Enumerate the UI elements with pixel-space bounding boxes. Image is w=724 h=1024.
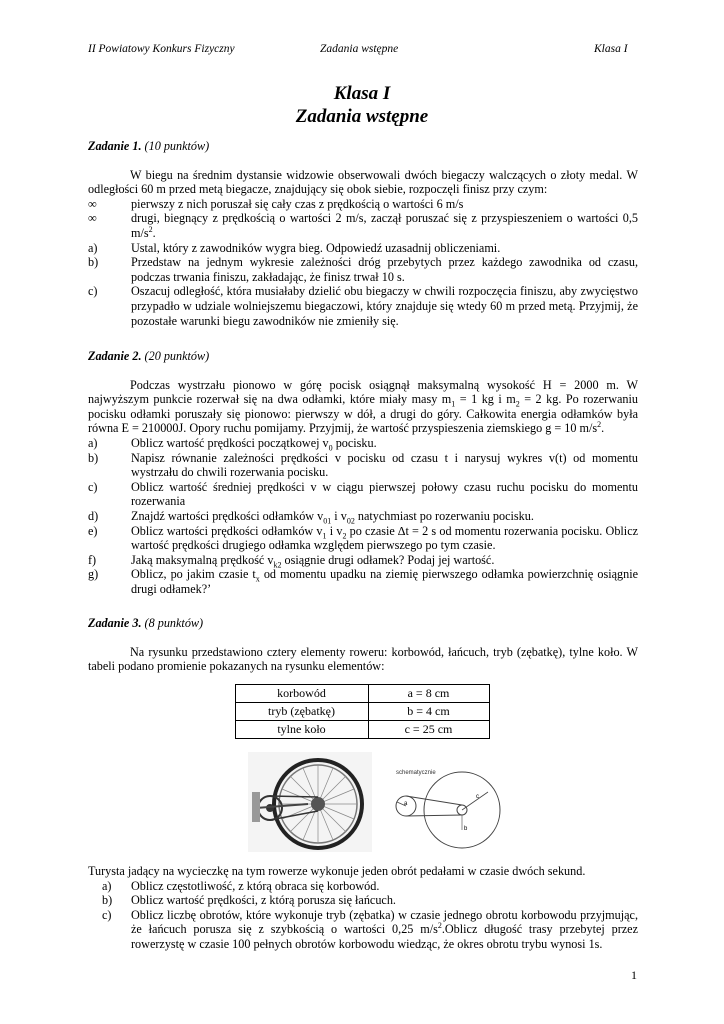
task-2-heading: Zadanie 2. (20 punktów) <box>88 349 210 363</box>
list-item: a) Oblicz częstotliwość, z którą obraca się korbowód. <box>102 878 380 893</box>
task-1 <box>88 139 638 328</box>
table-row: tryb (zębatkę) b = 4 cm <box>235 703 489 721</box>
list-item: ∞ pierwszy z nich poruszał się cały czas z prędkością o wartości 6 m/s <box>88 196 464 211</box>
list-item: ∞ drugi, biegnący z prędkością o wartości 2 m/s, zaczął poruszać się z przyspieszeniem o wartości 0,5 $m/s^2$. <box>88 211 638 240</box>
task-3-intro: Na rysunku przedstawiono cztery elementy roweru: korbowód, łańcuch, tryb (zębatkę), tylne koło. W tabeli podano promienie pokazanych na rysunku elementów: <box>88 644 638 674</box>
task-3-after: Turysta jadący na wycieczkę na tym rowerze wykonuje jeden obrót pedałami w czasie dwóch sekund. <box>88 864 586 878</box>
list-item: b) Przedstaw na jednym wykresie zależności dróg przebytych przez każdego zawodnika od czasu, podczas trwania finiszu, zakładając, że finisz trwał 10 s. <box>88 255 638 284</box>
task-2 <box>88 349 638 597</box>
title-line-2: Zadania wstępne <box>295 106 429 127</box>
schematic-label: schematycznie <box>396 770 436 776</box>
page-title <box>0 82 724 128</box>
task-3-questions <box>88 864 638 952</box>
table-row: korbowód a = 8 cm <box>235 685 489 703</box>
list-item: a) Ustal, który z zawodników wygra bieg. Odpowiedź uzasadnij obliczeniami. <box>88 240 501 255</box>
task-1-heading: Zadanie 1. (10 punktów) <box>88 139 210 153</box>
schematic-label-b: b <box>464 826 468 832</box>
header-left: II Powiatowy Konkurs Fizyczny <box>88 43 235 55</box>
task-2-intro: Podczas wystrzału pionowo w górę pocisk osiągnął maksymalną wysokość H = 2000 m. W najwyższym punkcie rozerwał się na dwa odłamki, które miały masy $m_1 = 1$ kg i $m_2 = 2$ kg. Po rozerwaniu pocisku odłamki poruszały się pionowo: pierwszy w dół, a drugi do góry. Całkowita energia odłamków była równa E = 210000J. Opory ruchu pomijamy. Przyjmij, że wartość przyspieszenia ziemskiego g = 10 $m/s^2$. <box>88 377 639 436</box>
list-item: c) Oblicz wartość średniej prędkości v w ciągu pierwszej połowy czasu ruchu pocisku do momentu rozerwania <box>88 479 638 509</box>
list-item: b) Oblicz wartość prędkości, z którą porusza się łańcuch. <box>102 893 396 908</box>
page-number: 1 <box>631 968 637 982</box>
list-item: g) Oblicz, po jakim czasie $t_x$ od momentu upadku na ziemię pierwszego odłamka powierzchnię osiągnie drugi odłamek?’ <box>88 567 638 596</box>
table-row: tylne koło c = 25 cm <box>235 721 489 739</box>
task-3-heading: Zadanie 3. (8 punktów) <box>88 616 204 630</box>
task-3 <box>88 616 638 674</box>
task-1-intro: W biegu na średnim dystansie widzowie obserwowali dwóch biegaczy walczących o złoty medal. W odległości 60 m przed metą biegacze, znajdujący się obok siebie, rozpoczęli finisz przy czym: <box>88 167 638 197</box>
list-item: b) Napisz równanie zależności prędkości v pocisku od czasu t i narysuj wykres v(t) od momentu wystrzału do chwili rozerwania pocisku. <box>88 450 638 480</box>
elements-table-wrap <box>0 684 724 739</box>
list-item: f) Jaką maksymalną prędkość $v_{k2}$ osiągnie drugi odłamek? Podaj jej wartość. <box>88 552 495 570</box>
header-center: Zadania wstępne <box>320 43 399 55</box>
list-item: c) Oblicz liczbę obrotów, które wykonuje tryb (zębatka) w czasie jednego obrotu korbowodu przyjmując, że łańcuch porusza się z szybkością o wartości 0,25 $m/s^2.Oblicz$ długość trasy przebytej przez rowerzystę w czasie 100 pełnych obrotów korbowodu wiedząc, że okres obrotu trybu wynosi 1s. <box>102 907 639 951</box>
bicycle-schematic <box>384 762 504 852</box>
list-item: e) Oblicz wartości prędkości odłamków $v_1$ i $v_2$ po czasie ∆t = 2 s od momentu rozerwania pocisku. Oblicz wartość prędkości drugiego odłamka względem pierwszego po tym czasie. <box>88 523 639 553</box>
title-line-1: Klasa I <box>333 83 391 104</box>
elements-table <box>235 684 490 739</box>
list-item: c) Oszacuj odległość, która musiałaby dzielić obu biegaczy w chwili rozpoczęcia finiszu, aby zwycięstwo przypadło w udziale wolniejszemu biegaczowi, który znajduje się wtedy 60 m przed metą. Przyjmij, że pozostałe warunki biegu zawodników nie zmieniły się. <box>88 284 638 328</box>
schematic-label-a: a <box>404 801 408 807</box>
list-item: d) Znajdź wartości prędkości odłamków $v_{01}$ i $v_{02}$ natychmiast po rozerwaniu pocisku. <box>88 508 534 526</box>
bicycle-wheel-photo <box>248 752 372 852</box>
list-item: a) Oblicz wartość prędkości początkowej $v_0$ pocisku. <box>88 435 377 453</box>
header-right: Klasa I <box>594 43 628 55</box>
schematic-label-c: c <box>476 794 479 800</box>
